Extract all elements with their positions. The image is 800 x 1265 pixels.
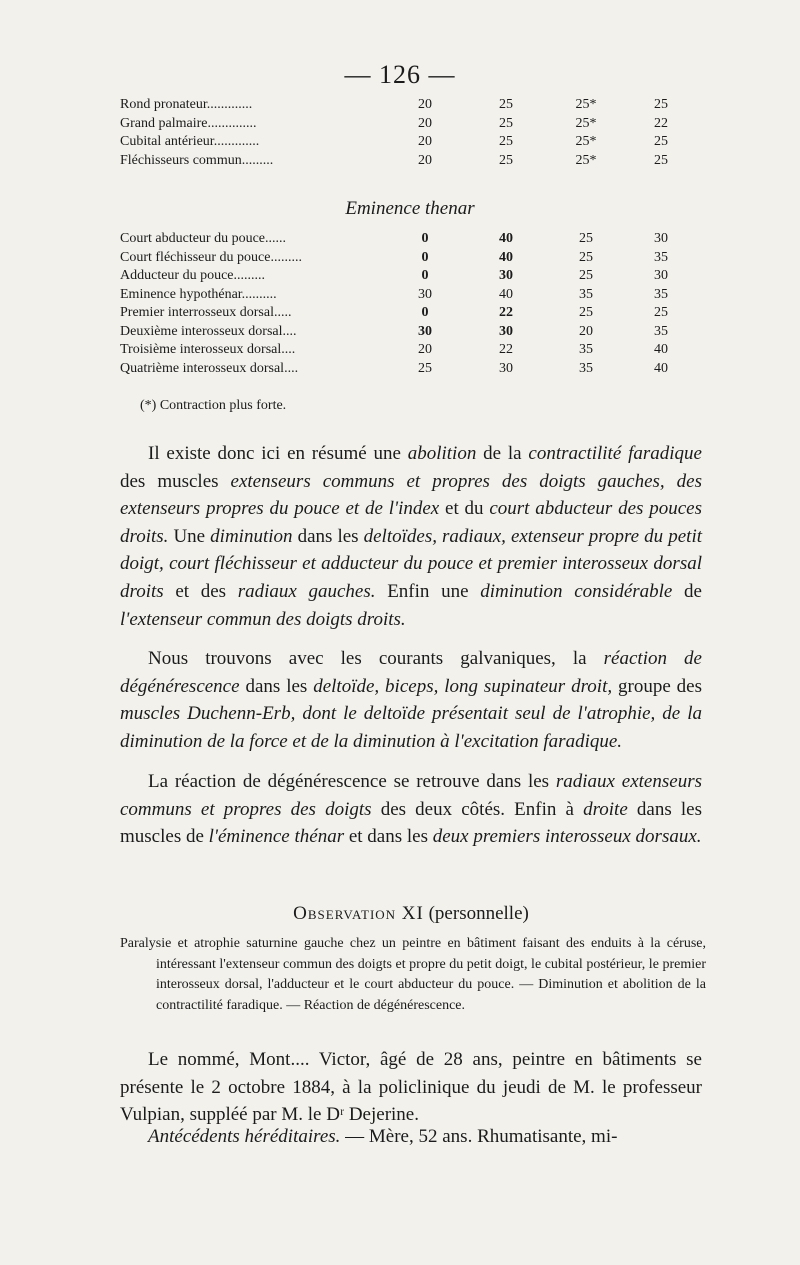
value-cell: 30	[654, 231, 668, 246]
value-cell: 20	[418, 342, 432, 357]
table-row	[120, 249, 700, 268]
text-run: des deux côtés. Enfin à	[371, 798, 584, 820]
value-cell: 20	[418, 97, 432, 112]
value-cell: 30	[499, 360, 513, 376]
value-cell: 0	[421, 249, 429, 265]
text-run: dans les muscles de	[120, 798, 702, 848]
value-cell: 25	[499, 152, 513, 168]
muscle-table-forearm	[120, 96, 700, 170]
value-cell: 35	[654, 249, 668, 265]
emphasis: court abducteur des pouces droits.	[120, 498, 702, 547]
table-row	[120, 230, 700, 249]
muscle-name: Quatrième interosseux dorsal....	[120, 360, 299, 376]
value-cell: 35	[579, 360, 593, 376]
value-cell: 25*	[575, 115, 597, 131]
value-cell: 25	[654, 134, 668, 149]
emphasis: extenseurs communs et propres des doigts gauches, des extenseurs propres du pouce et de l'index	[120, 470, 702, 520]
value-cell: 30	[654, 268, 668, 283]
text-run: La réaction de dégénérescence se retrouve dans les	[148, 771, 556, 792]
table-row	[120, 304, 700, 323]
muscle-name: Court abducteur du pouce......	[120, 231, 287, 246]
value-cell: 25	[579, 268, 593, 283]
muscle-table-thenar	[120, 230, 700, 378]
table-row	[120, 286, 700, 305]
value-cell: 25	[579, 231, 593, 246]
value-cell: 20	[418, 134, 432, 149]
galvanic-paragraph	[120, 645, 702, 755]
text-run: de	[672, 580, 702, 602]
muscle-name: Rond pronateur.............	[120, 97, 253, 112]
emphasis: deltoïdes, radiaux, extenseur propre du petit doigt, court fléchisseur et adducteur du pouce et premier interosseux dorsal droits	[120, 525, 702, 602]
value-cell: 0	[421, 305, 429, 320]
emphasis: l'extenseur commun des doigts droits.	[120, 608, 406, 630]
heredity-paragraph	[120, 1123, 702, 1151]
value-cell: 40	[654, 342, 668, 357]
summary-text: Paralysie et atrophie saturnine gauche chez un peintre en bâtiment faisant des enduits à la céruse, intéressant l'extenseur commun des doigts et propre du petit doigt, le cubital postérieur, le premier interosseux dorsal, l'adducteur et le court abducteur du pouce. — Diminution et abolition de la contractilité faradique. — Réaction de dégénérescence.	[120, 936, 706, 1013]
value-cell: 25	[499, 97, 513, 112]
value-cell: 35	[579, 342, 593, 357]
value-cell: 25	[418, 360, 432, 376]
value-cell: 20	[579, 323, 593, 339]
value-cell: 30	[418, 323, 432, 339]
muscle-name: Adducteur du pouce.........	[120, 268, 266, 283]
value-cell: 22	[499, 305, 513, 320]
text-run: Nous trouvons avec les courants galvaniques, la	[148, 648, 604, 669]
summary-paragraph	[120, 440, 702, 633]
table-row	[120, 115, 700, 134]
muscle-name: Premier interrosseux dorsal.....	[120, 305, 292, 320]
text-run: — Mère, 52 ans. Rhumatisante, mi-	[340, 1126, 618, 1147]
emphasis: Antécédents héréditaires.	[148, 1126, 341, 1147]
emphasis: deltoïde, biceps, long supinateur droit,	[313, 675, 613, 697]
table-row	[120, 96, 700, 115]
value-cell: 25	[579, 249, 593, 265]
muscle-name: Court fléchisseur du pouce.........	[120, 249, 302, 265]
emphasis: diminution considérable	[480, 580, 673, 602]
table-row	[120, 133, 700, 152]
case-paragraph: Le nommé, Mont.... Victor, âgé de 28 ans, peintre en bâtiments se présente le 2 octobre 1884, à la policlinique du jeudi de M. le professeur Vulpian, suppléé par M. le Dʳ Dejerine.	[120, 1049, 702, 1126]
emphasis: muscles Duchenn-Erb, dont le deltoïde présentait seul de l'atrophie, de la diminution de la force et de la diminution à l'excitation faradique.	[120, 703, 702, 752]
value-cell: 35	[654, 286, 668, 302]
text-run: et du	[439, 498, 490, 520]
emphasis: droite	[583, 798, 628, 820]
emphasis: radiaux gauches.	[237, 580, 376, 602]
observation-title	[120, 903, 702, 925]
value-cell: 25	[654, 152, 668, 168]
text-run: et dans les	[344, 826, 433, 848]
value-cell: 40	[499, 286, 513, 302]
value-cell: 40	[654, 360, 668, 376]
observation-label: Observation XI	[293, 903, 424, 924]
degeneration-paragraph	[120, 768, 702, 851]
value-cell: 22	[654, 115, 668, 131]
observation-qualifier: (personnelle)	[423, 903, 529, 924]
value-cell: 40	[499, 249, 513, 265]
emphasis: l'éminence thénar	[208, 826, 345, 848]
muscle-name: Eminence hypothénar..........	[120, 286, 277, 302]
text-run: Il existe donc ici en résumé une	[148, 443, 408, 464]
table-row	[120, 323, 700, 342]
table-row	[120, 267, 700, 286]
text-run: dans les	[239, 675, 314, 697]
value-cell: 22	[499, 342, 513, 357]
value-cell: 30	[499, 323, 513, 339]
value-cell: 25	[579, 305, 593, 320]
text-run: des muscles	[120, 470, 231, 492]
value-cell: 30	[418, 286, 432, 302]
value-cell: 25*	[575, 134, 597, 149]
emphasis: deux premiers interosseux dorsaux.	[432, 826, 702, 848]
value-cell: 25*	[575, 152, 597, 168]
observation-summary	[120, 934, 706, 1016]
emphasis: diminution	[210, 525, 293, 547]
emphasis: abolition	[407, 443, 477, 464]
value-cell: 30	[499, 268, 513, 283]
value-cell: 0	[421, 268, 429, 283]
muscle-name: Deuxième interosseux dorsal....	[120, 323, 297, 339]
value-cell: 25*	[575, 97, 597, 112]
text-run: dans les	[292, 525, 364, 547]
table-row	[120, 360, 700, 379]
value-cell: 25	[654, 305, 668, 320]
value-cell: 35	[654, 323, 668, 339]
footnote: (*) Contraction plus forte.	[140, 398, 287, 413]
value-cell: 25	[499, 134, 513, 149]
value-cell: 25	[654, 97, 668, 112]
value-cell: 20	[418, 115, 432, 131]
text-run: de la	[476, 443, 529, 464]
value-cell: 35	[579, 286, 593, 302]
emphasis: radiaux extenseurs communs et propres des doigts	[120, 771, 702, 820]
muscle-name: Troisième interosseux dorsal....	[120, 342, 296, 357]
value-cell: 40	[499, 231, 513, 246]
section-heading: Eminence thenar	[345, 198, 475, 219]
table-row	[120, 152, 700, 171]
emphasis: contractilité faradique	[528, 443, 702, 464]
text-run: Une	[168, 525, 211, 547]
muscle-name: Fléchisseurs commun.........	[120, 152, 274, 168]
table-row	[120, 341, 700, 360]
value-cell: 0	[421, 231, 429, 246]
value-cell: 25	[499, 115, 513, 131]
page-number: — 126 —	[344, 60, 456, 89]
muscle-name: Cubital antérieur.............	[120, 134, 260, 149]
text-run: Enfin une	[375, 580, 481, 602]
text-run: groupe des	[612, 675, 702, 697]
muscle-name: Grand palmaire..............	[120, 115, 257, 131]
value-cell: 20	[418, 152, 432, 168]
emphasis: réaction de dégénérescence	[120, 648, 702, 697]
text-run: et des	[163, 580, 238, 602]
